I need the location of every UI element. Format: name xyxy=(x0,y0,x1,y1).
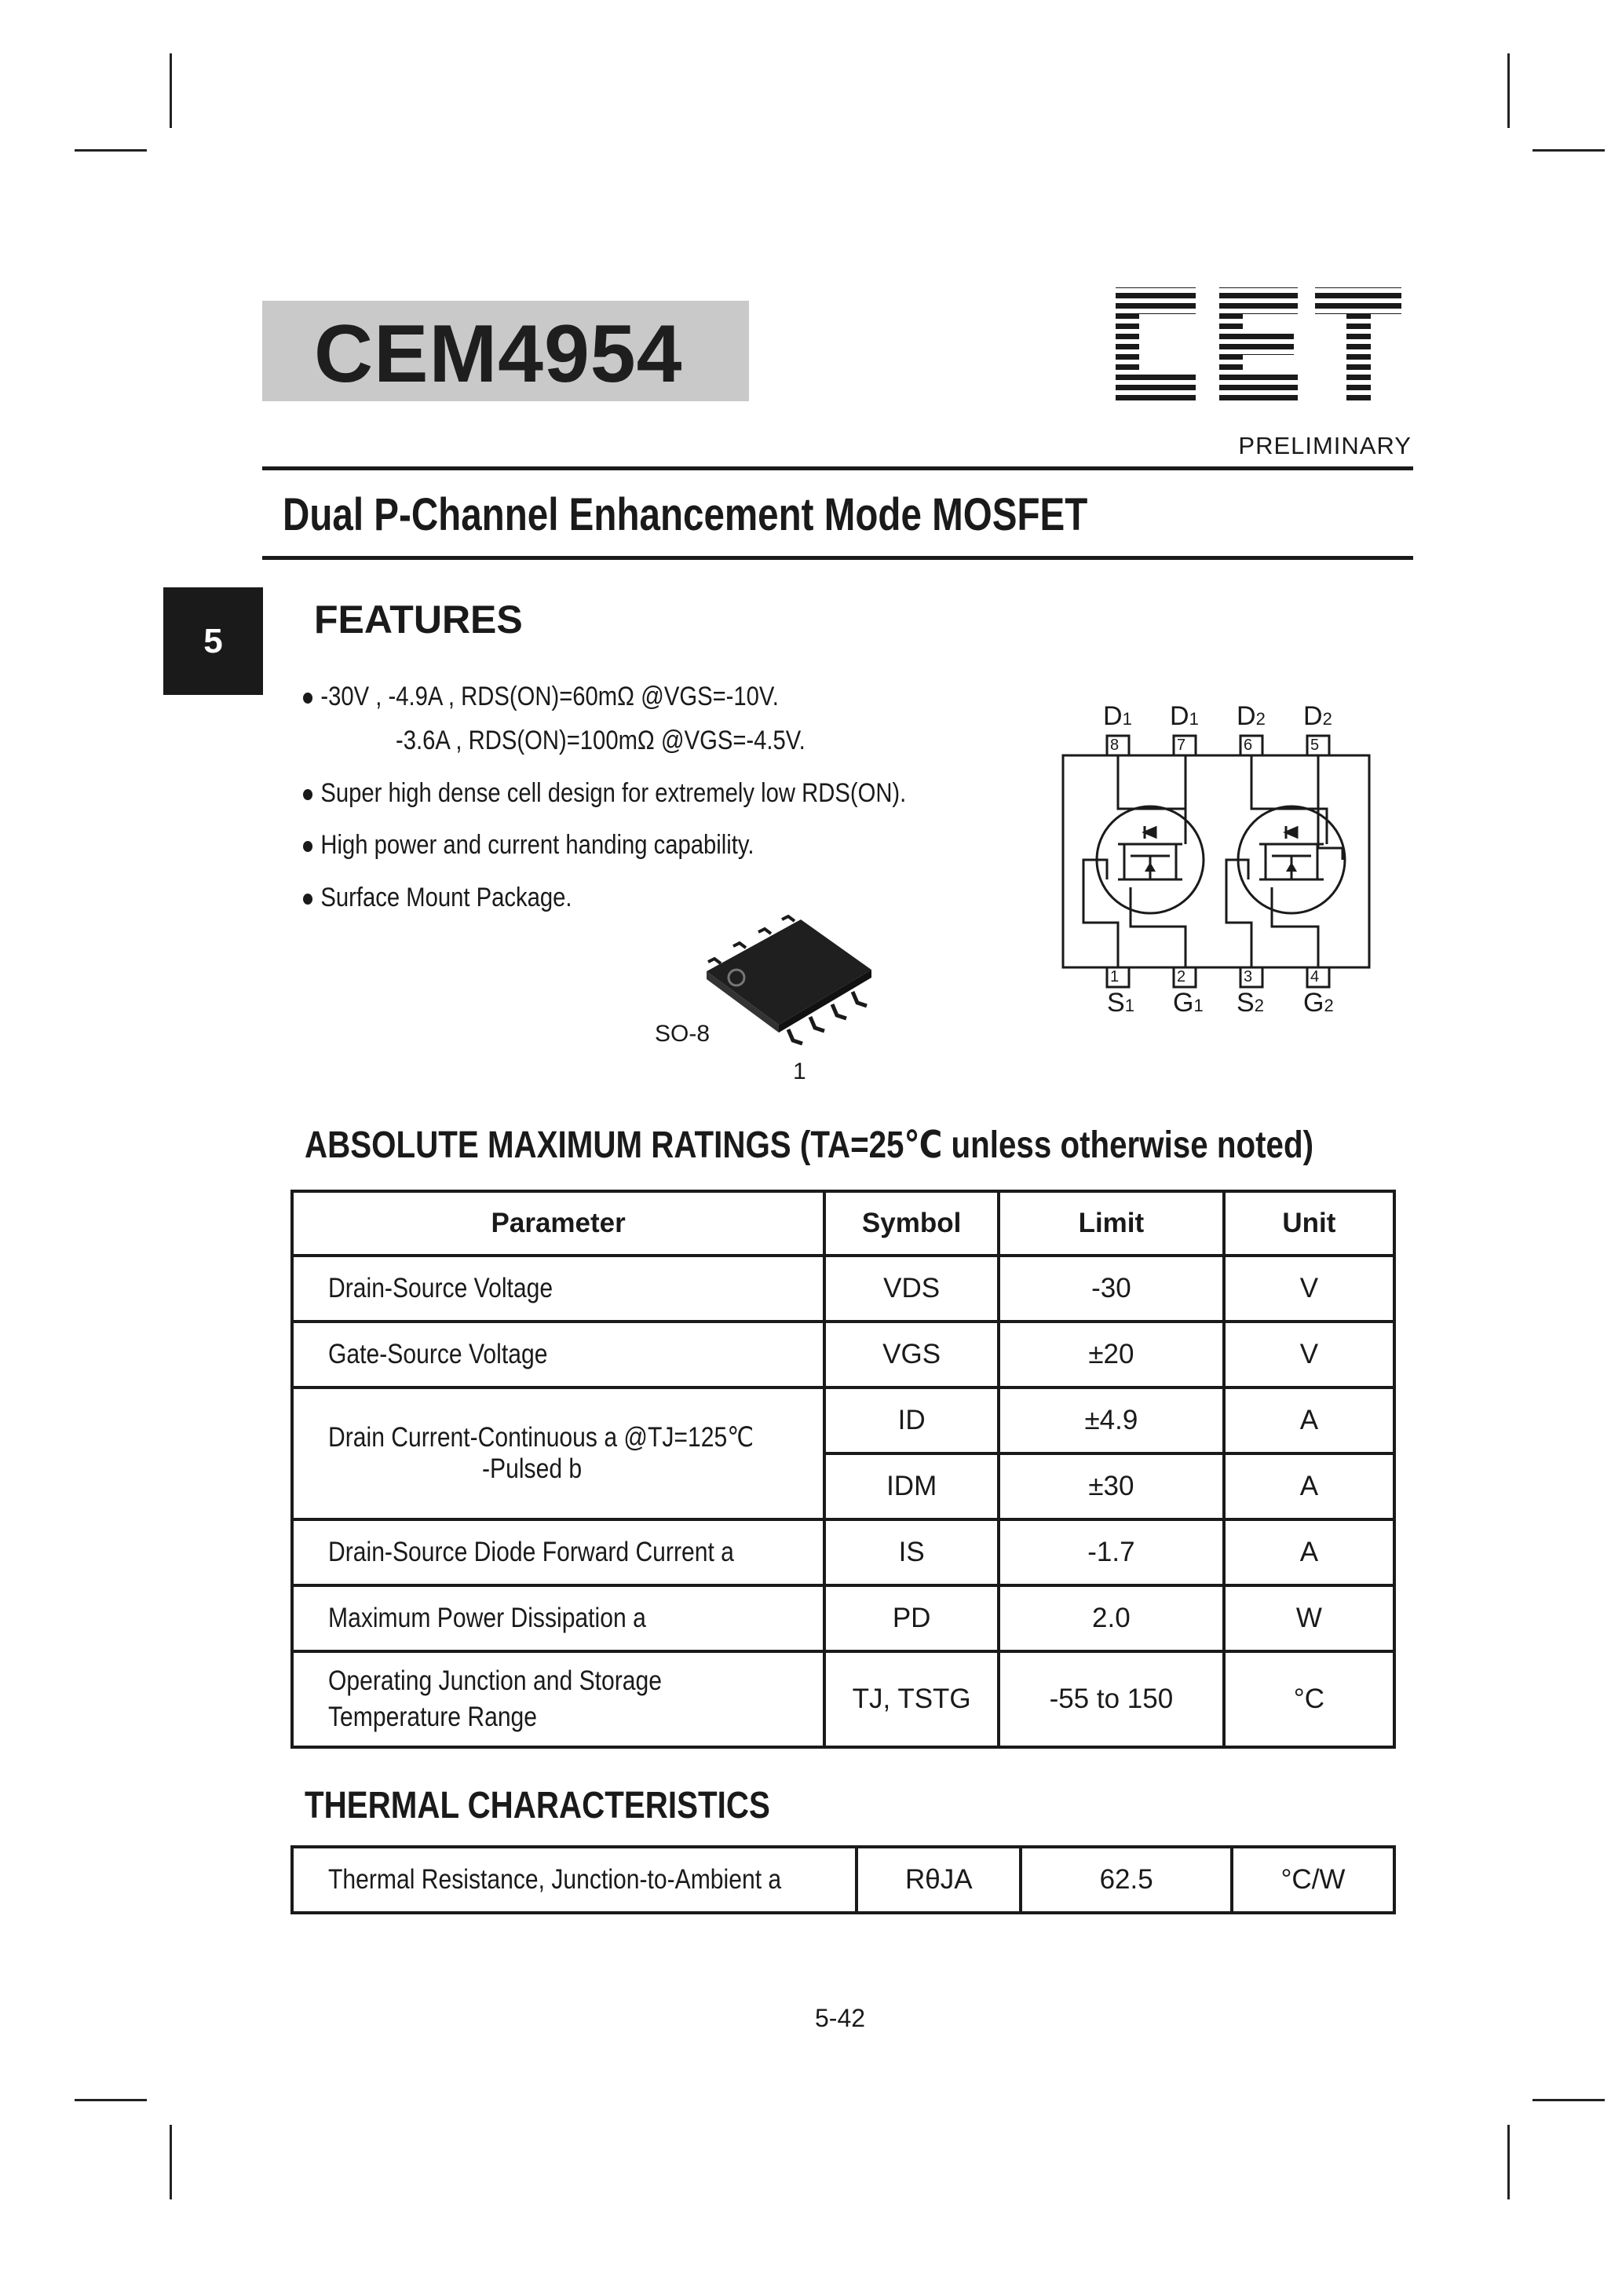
table-row xyxy=(292,1256,1394,1322)
part-number: CEM4954 xyxy=(314,309,683,400)
pin-number: 2 xyxy=(1177,968,1186,985)
unit-cell: A xyxy=(1224,1387,1394,1453)
symbol-cell: IS xyxy=(824,1519,999,1585)
limit-cell: ±30 xyxy=(999,1453,1224,1519)
schematic-icon xyxy=(1060,730,1374,989)
crop-mark xyxy=(75,2099,147,2101)
so8-package-icon xyxy=(691,915,879,1052)
pin-label-d2: D2 xyxy=(1303,701,1332,731)
param-cell: Operating Junction and Storage xyxy=(328,1665,663,1696)
pin-label-g2: G2 xyxy=(1303,988,1334,1018)
crop-mark xyxy=(1507,2125,1510,2199)
column-header-unit: Unit xyxy=(1224,1191,1394,1256)
section-tab: 5 xyxy=(163,587,263,695)
limit-cell: -55 to 150 xyxy=(999,1651,1224,1747)
feature-item: -3.6A , RDS(ON)=100mΩ @VGS=-4.5V. xyxy=(396,726,806,755)
limit-cell: 62.5 xyxy=(1021,1847,1232,1913)
pin-label-g1: G1 xyxy=(1173,988,1204,1018)
symbol-cell: RθJA xyxy=(857,1847,1021,1913)
param-cell: Temperature Range xyxy=(328,1702,538,1732)
pin-number: 7 xyxy=(1177,737,1186,754)
feature-item: -30V , -4.9A , RDS(ON)=60mΩ @VGS=-10V. xyxy=(303,682,779,712)
pin-label-s2: S2 xyxy=(1237,988,1264,1018)
unit-cell: A xyxy=(1224,1519,1394,1585)
table-header-row xyxy=(292,1191,1394,1256)
pin-label-s1: S1 xyxy=(1107,988,1134,1018)
crop-mark xyxy=(75,149,147,152)
symbol-cell: PD xyxy=(824,1585,999,1651)
pin-label-d1: D1 xyxy=(1170,701,1199,731)
table-row xyxy=(292,1519,1394,1585)
symbol-cell: VGS xyxy=(824,1322,999,1387)
param-cell: Maximum Power Dissipation a xyxy=(328,1603,646,1633)
limit-cell: 2.0 xyxy=(999,1585,1224,1651)
unit-cell: °C xyxy=(1224,1651,1394,1747)
table-row xyxy=(292,1322,1394,1387)
feature-item: Surface Mount Package. xyxy=(303,883,572,913)
param-cell: Drain-Source Voltage xyxy=(328,1273,553,1303)
crop-mark xyxy=(170,2125,172,2199)
pin-label-d2: D2 xyxy=(1237,701,1266,731)
ratings-table xyxy=(290,1190,1396,1749)
symbol-cell: ID xyxy=(824,1387,999,1453)
thermal-table xyxy=(290,1845,1396,1914)
pin1-label: 1 xyxy=(793,1058,806,1084)
table-row xyxy=(292,1585,1394,1651)
pin-number: 3 xyxy=(1244,968,1253,985)
crop-mark xyxy=(1532,149,1605,152)
features-heading: FEATURES xyxy=(314,598,523,642)
param-cell: -Pulsed b xyxy=(482,1453,583,1484)
ratings-heading: ABSOLUTE MAXIMUM RATINGS (TA=25℃ unless otherwise noted) xyxy=(305,1124,1314,1166)
preliminary-label: PRELIMINARY xyxy=(1238,432,1412,459)
cet-logo xyxy=(1109,283,1408,404)
feature-item: High power and current handing capability. xyxy=(303,830,754,861)
table-row xyxy=(292,1651,1394,1747)
unit-cell: °C/W xyxy=(1232,1847,1394,1913)
bullet-icon xyxy=(303,693,312,704)
unit-cell: V xyxy=(1224,1322,1394,1387)
page-subtitle: Dual P-Channel Enhancement Mode MOSFET xyxy=(283,489,1088,540)
crop-mark xyxy=(1507,53,1510,128)
feature-item: Super high dense cell design for extremely low RDS(ON). xyxy=(303,778,906,809)
param-cell: Drain-Source Diode Forward Current a xyxy=(328,1537,734,1567)
column-header-symbol: Symbol xyxy=(824,1191,999,1256)
crop-mark xyxy=(170,53,172,128)
bullet-icon xyxy=(303,789,312,800)
limit-cell: ±20 xyxy=(999,1322,1224,1387)
column-header-parameter: Parameter xyxy=(292,1191,824,1256)
symbol-cell: IDM xyxy=(824,1453,999,1519)
param-cell: Thermal Resistance, Junction-to-Ambient a xyxy=(328,1864,782,1895)
table-row xyxy=(292,1847,1394,1913)
page-number: 5-42 xyxy=(815,2004,866,2032)
bullet-icon xyxy=(303,841,312,852)
pin-label-d1: D1 xyxy=(1103,701,1132,731)
unit-cell: W xyxy=(1224,1585,1394,1651)
unit-cell: V xyxy=(1224,1256,1394,1322)
limit-cell: -1.7 xyxy=(999,1519,1224,1585)
limit-cell: -30 xyxy=(999,1256,1224,1322)
unit-cell: A xyxy=(1224,1453,1394,1519)
pin-number: 1 xyxy=(1110,968,1120,985)
column-header-limit: Limit xyxy=(999,1191,1224,1256)
param-cell: Gate-Source Voltage xyxy=(328,1339,548,1369)
pin-number: 8 xyxy=(1110,737,1120,754)
symbol-cell: TJ, TSTG xyxy=(824,1651,999,1747)
limit-cell: ±4.9 xyxy=(999,1387,1224,1453)
pin-number: 5 xyxy=(1310,737,1320,754)
bullet-icon xyxy=(303,894,312,905)
symbol-cell: VDS xyxy=(824,1256,999,1322)
package-label: SO-8 xyxy=(655,1021,711,1047)
subtitle-rule xyxy=(262,556,1413,560)
param-cell: Drain Current-Continuous a @TJ=125℃ xyxy=(328,1422,754,1453)
thermal-heading: THERMAL CHARACTERISTICS xyxy=(305,1785,770,1826)
pin-number: 6 xyxy=(1244,737,1253,754)
pin-number: 4 xyxy=(1310,968,1320,985)
top-rule xyxy=(262,466,1413,470)
table-row xyxy=(292,1387,1394,1453)
crop-mark xyxy=(1532,2099,1605,2101)
